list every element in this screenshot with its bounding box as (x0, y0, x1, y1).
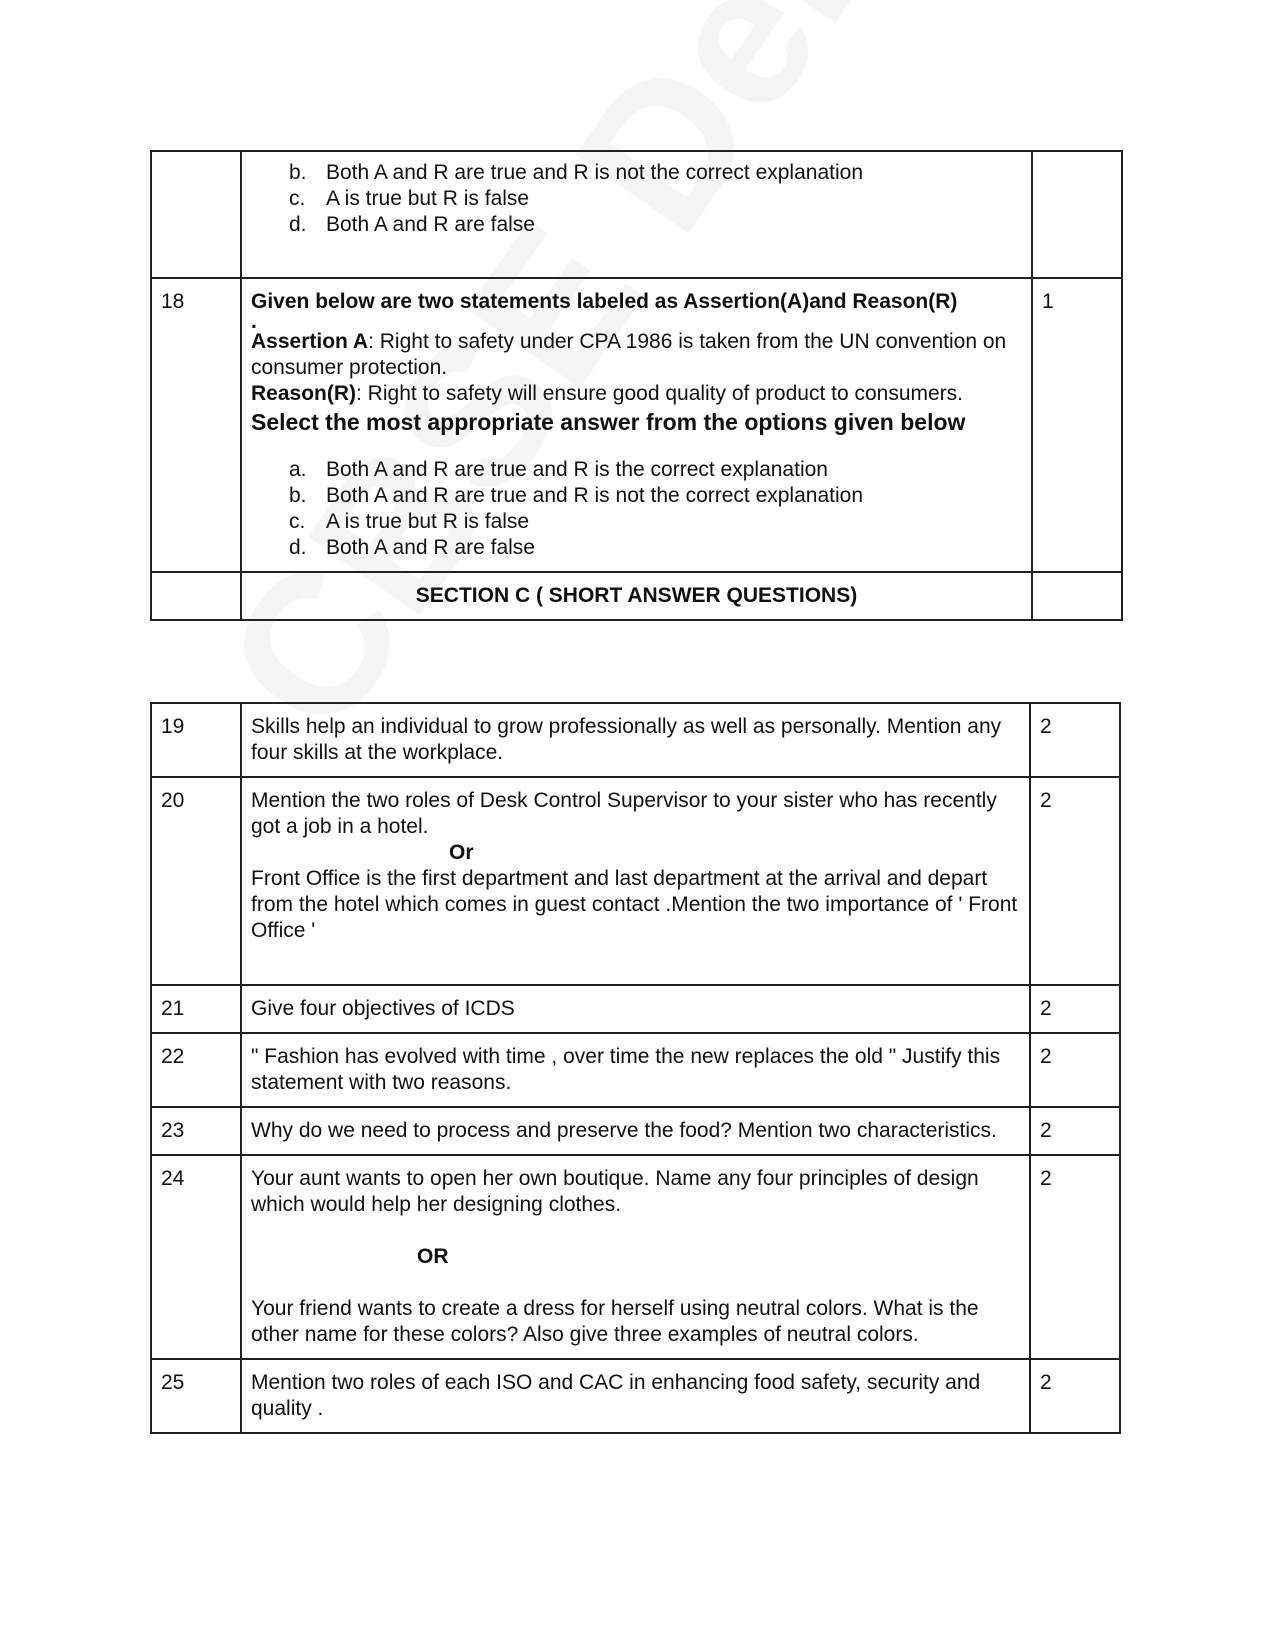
table-row (151, 572, 1122, 620)
select-instruction: Select the most appropriate answer from the options given below (251, 409, 966, 435)
question-text: Mention the two roles of Desk Control Supervisor to your sister who has recently got a job in a hotel. (251, 789, 997, 838)
option-item: c. A is true but R is false (289, 187, 530, 210)
table-row (151, 1107, 1120, 1155)
question-text-cell (241, 278, 1032, 572)
question-text-alternate: Front Office is the first department and last department at the arrival and depart from the hotel which comes in guest contact .Mention the two importance of ' Front Office ' (251, 867, 1018, 942)
question-number: 24 (151, 1155, 241, 1359)
question-number-cell (151, 572, 241, 620)
option-item: c. A is true but R is false (289, 510, 530, 533)
table-row (151, 1033, 1120, 1107)
table-row (151, 1359, 1120, 1433)
marks: 2 (1030, 985, 1120, 1033)
marks: 2 (1030, 777, 1120, 985)
option-item: d. Both A and R are false (289, 213, 535, 236)
question-number: 21 (151, 985, 241, 1033)
question-text-alternate: Your friend wants to create a dress for herself using neutral colors. What is the other name for these colors? Also give three examples of neutral colors. (251, 1297, 979, 1346)
question-text-cell (241, 1155, 1030, 1359)
table-row (151, 703, 1120, 777)
table-row (151, 985, 1120, 1033)
question-number: 25 (151, 1359, 241, 1433)
question-text: Give four objectives of ICDS (241, 985, 1030, 1033)
option-item: b. Both A and R are true and R is not the correct explanation (289, 161, 863, 184)
marks: 2 (1030, 1359, 1120, 1433)
option-item: b. Both A and R are true and R is not the correct explanation (289, 484, 863, 507)
marks: 2 (1030, 1107, 1120, 1155)
marks: 1 (1032, 278, 1122, 572)
question-text: Mention two roles of each ISO and CAC in enhancing food safety, security and quality . (241, 1359, 1030, 1433)
heading-dot: . (251, 310, 257, 333)
question-text-cell (241, 151, 1032, 278)
or-separator: OR (417, 1245, 449, 1268)
question-number: 19 (151, 703, 241, 777)
question-table-1 (150, 150, 1123, 621)
question-text: Skills help an individual to grow professionally as well as personally. Mention any four skills at the workplace. (241, 703, 1030, 777)
spacer (251, 1218, 1020, 1244)
question-text: Your aunt wants to open her own boutique. Name any four principles of design which would help her designing clothes. (251, 1167, 979, 1216)
reason: Reason(R): Right to safety will ensure good quality of product to consumers. (251, 382, 963, 405)
marks: 2 (1030, 1155, 1120, 1359)
marks-cell (1032, 151, 1122, 278)
table-row (151, 151, 1122, 278)
question-number-cell (151, 151, 241, 278)
options-list (251, 457, 1022, 561)
question-text: " Fashion has evolved with time , over time the new replaces the old " Justify this statement with two reasons. (241, 1033, 1030, 1107)
question-heading: Given below are two statements labeled as Assertion(A)and Reason(R) (251, 290, 958, 313)
assertion: Assertion A: Right to safety under CPA 1986 is taken from the UN convention on consumer protection. (251, 330, 1007, 379)
marks: 2 (1030, 1033, 1120, 1107)
question-table-2 (150, 702, 1121, 1434)
spacer (251, 1270, 1020, 1296)
table-row (151, 1155, 1120, 1359)
options-list (251, 160, 1022, 238)
option-item: a. Both A and R are true and R is the correct explanation (289, 458, 828, 481)
section-title: SECTION C ( SHORT ANSWER QUESTIONS) (241, 572, 1032, 620)
option-item: d. Both A and R are false (289, 536, 535, 559)
table-row (151, 278, 1122, 572)
question-text-cell (241, 777, 1030, 985)
marks-cell (1032, 572, 1122, 620)
question-text: Why do we need to process and preserve the food? Mention two characteristics. (241, 1107, 1030, 1155)
question-number: 20 (151, 777, 241, 985)
marks: 2 (1030, 703, 1120, 777)
question-number: 23 (151, 1107, 241, 1155)
table-row (151, 777, 1120, 985)
or-separator: Or (449, 841, 474, 864)
question-number: 22 (151, 1033, 241, 1107)
question-number: 18 (151, 278, 241, 572)
